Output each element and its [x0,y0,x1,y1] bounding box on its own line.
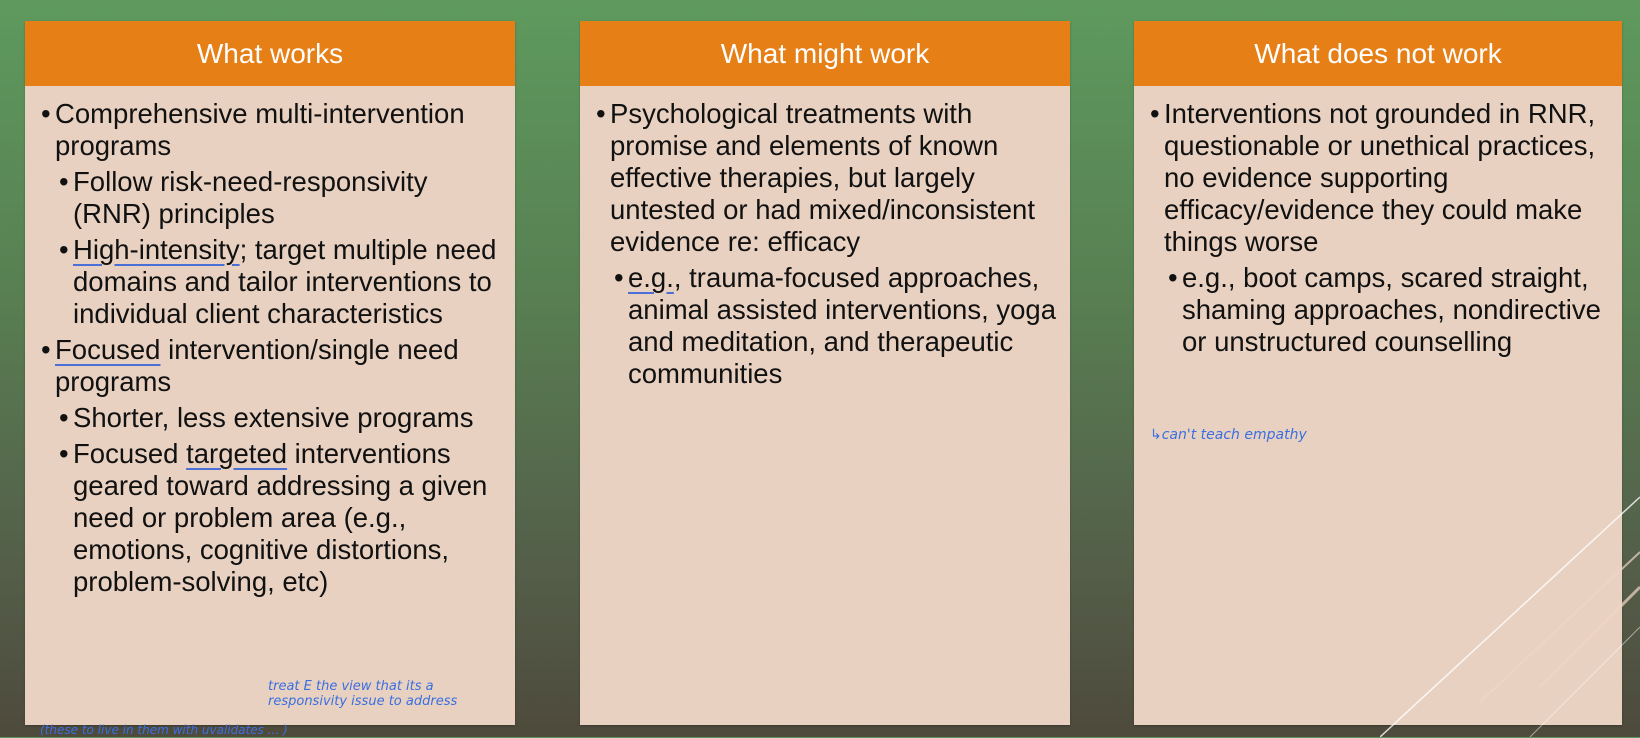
bullet-icon: • [59,234,69,265]
column-title: What does not work [1134,21,1622,86]
bullet-icon: • [614,262,624,293]
list-item: • Focused targeted interventions geared toward addressing a given need or problem area (e.g., emotions, cognitive distortions, problem-solving, etc) [59,438,488,597]
bullet-icon: • [59,438,69,469]
list-item: • e.g., trauma-focused approaches, animal assisted interventions, yoga and meditation, and therapeutic communities [614,262,1057,389]
bullet-icon: • [59,166,69,197]
underlined-text: targeted [186,438,288,469]
column-what-works [25,21,515,725]
list-item: • Follow risk-need-responsivity (RNR) principles [59,166,428,229]
decorative-lines [1380,457,1640,737]
list-item: • Focused intervention/single need programs [41,334,459,397]
column-what-might-work [580,21,1070,725]
bullet-icon: • [59,402,69,433]
bullet-icon: • [1168,262,1178,293]
bullet-icon: • [1150,98,1160,129]
bullet-icon: • [41,98,51,129]
handwritten-note-bottom: (these to live in them with uvalidates ... ) [40,723,288,737]
list-item: • Shorter, less extensive programs [59,402,474,433]
underlined-text: High-intensity [73,234,240,265]
list-item: • Comprehensive multi-intervention programs [41,98,465,161]
list-item: • Interventions not grounded in RNR, questionable or unethical practices, no evidence supporting efficacy/evidence they could make things worse [1150,98,1596,257]
bullet-icon: • [596,98,606,129]
underlined-text: e.g. [628,262,674,293]
column-title: What works [25,21,515,86]
underlined-text: Focused [55,334,161,365]
list-item: • Psychological treatments with promise and elements of known effective therapies, but largely untested or had mixed/inconsistent evidence re: efficacy [596,98,1035,257]
handwritten-note: ↳can't teach empathy [1150,427,1307,443]
bullet-icon: • [41,334,51,365]
list-item: • e.g., boot camps, scared straight, shaming approaches, nondirective or unstructured counselling [1168,262,1601,357]
handwritten-note: treat E the view that its a responsivity issue to address [268,679,458,709]
column-title: What might work [580,21,1070,86]
list-item: • High-intensity; target multiple need domains and tailor interventions to individual client characteristics [59,234,497,329]
